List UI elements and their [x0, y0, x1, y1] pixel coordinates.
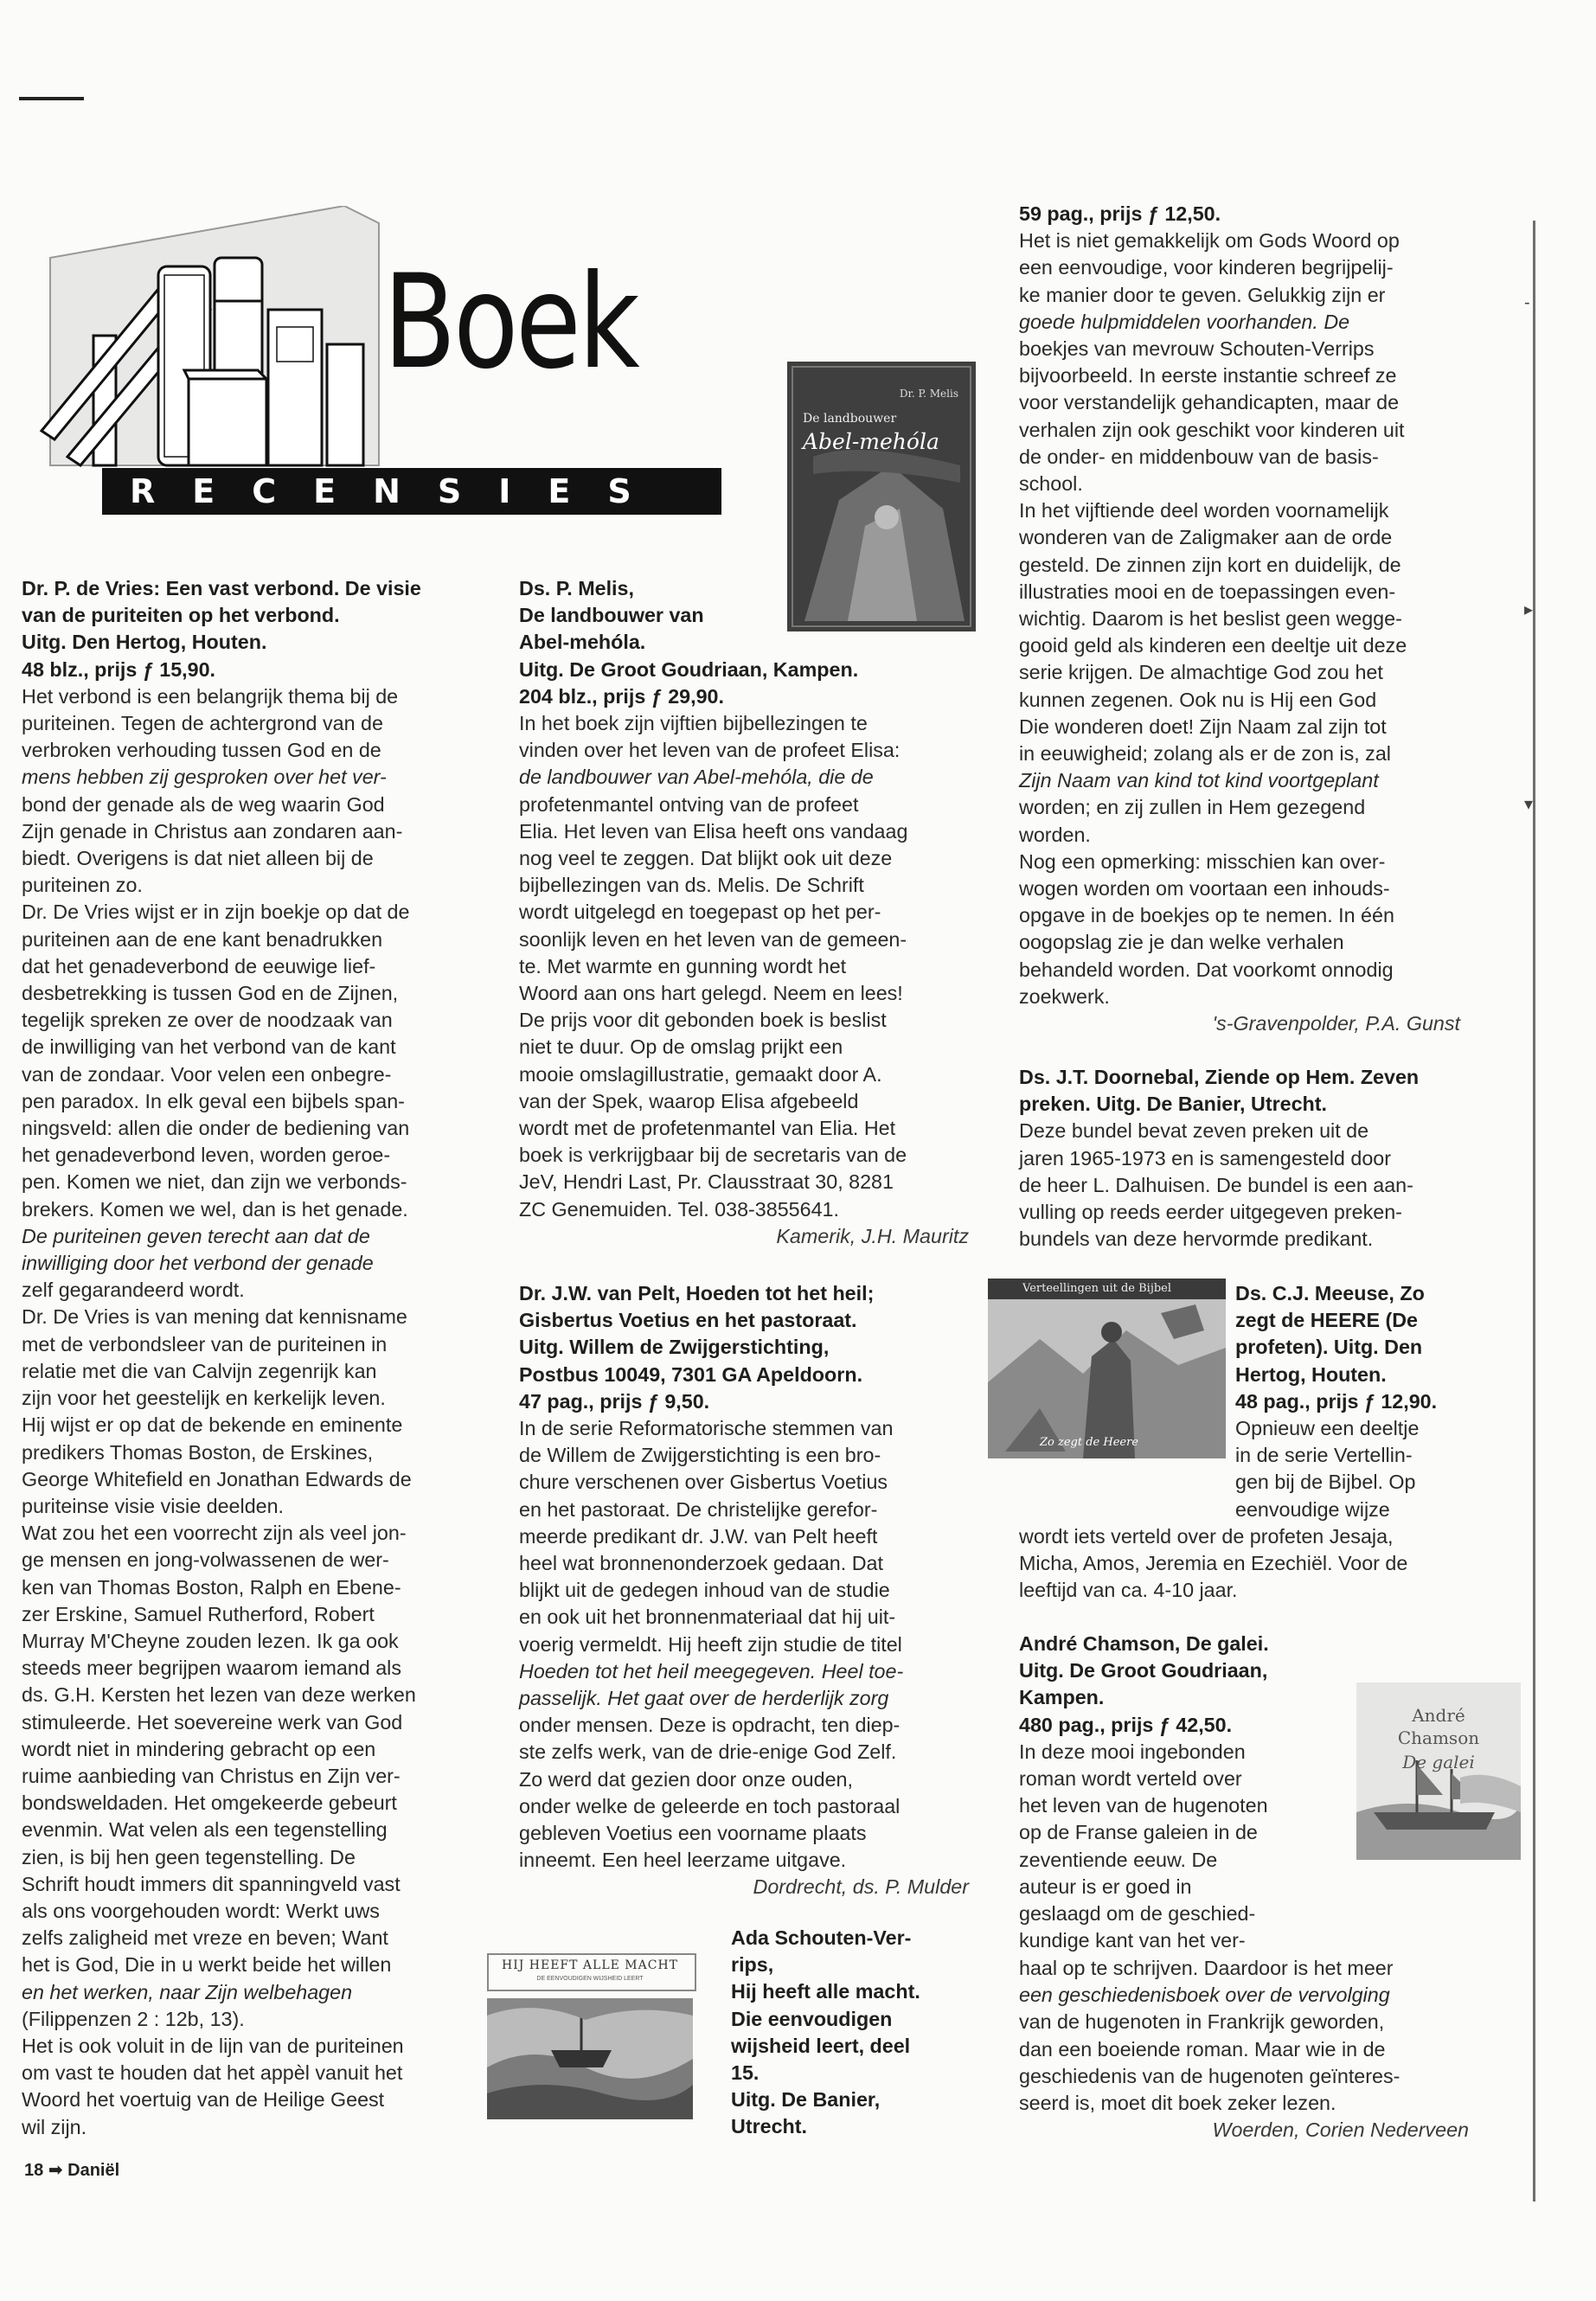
review-signature: Woerden, Corien Nederveen [1212, 2118, 1469, 2142]
body-line: geschiedenis van de hugenoten geïnteres- [1019, 2064, 1401, 2087]
body-line: voerig vermeldt. Hij heeft zijn studie de titel [519, 1632, 902, 1656]
review-heading [1235, 1280, 1486, 1415]
body-line: onder mensen. Deze is opdracht, ten diep- [519, 1714, 901, 1737]
review-heading [22, 575, 473, 683]
body-line: serie krijgen. De almachtige God zou het [1019, 661, 1383, 684]
heading-line: De landbouwer van [519, 604, 704, 627]
page-number: 18 [24, 2161, 44, 2180]
body-line: verhalen zijn ook geschikt voor kinderen uit [1019, 418, 1405, 441]
magazine-name: Daniël [67, 2161, 120, 2180]
body-line: bundels van deze hervormde predikant. [1019, 1227, 1374, 1251]
review-heading [519, 575, 969, 710]
cover-subtitle: Zo zegt de Heere [1040, 1436, 1138, 1449]
review-body [1019, 1739, 1348, 1955]
heading-line: Ds. P. Melis, [519, 577, 634, 599]
heading-line: rips, [731, 1953, 774, 1977]
review-body [1019, 1955, 1469, 2117]
body-line: de landbouwer van Abel-mehóla, die de [519, 766, 874, 789]
body-line: ruime aanbieding van Christus en Zijn ver- [22, 1764, 401, 1787]
cover-title: HIJ HEEFT ALLE MACHT [501, 1958, 679, 1972]
body-line: gebleven Voetius een voorname plaats [519, 1822, 867, 1845]
heading-line: Ada Schouten-Ver- [731, 1926, 912, 1949]
body-line: vulling op reeds eerder uitgegeven preken- [1019, 1201, 1402, 1224]
body-line: relatie met die van Calvijn zegenrijk kan [22, 1359, 377, 1382]
body-line: van de zondaar. Voor velen een onbegre- [22, 1062, 392, 1086]
heading-line: Uitg. De Banier, [731, 2088, 881, 2112]
review-doornebal [1019, 1064, 1460, 1253]
body-line: ningsveld: allen die onder de bediening van [22, 1117, 410, 1140]
heading-line: profeten). Uitg. Den [1235, 1336, 1423, 1359]
body-line: haal op te schrijven. Daardoor is het meer [1019, 1957, 1394, 1979]
heading-line: Ds. J.T. Doornebal, Ziende op Hem. Zeven [1019, 1066, 1420, 1088]
body-line: in de serie Vertellin- [1235, 1444, 1413, 1467]
body-line: desbetrekking is tussen God en de Zijnen, [22, 982, 399, 1005]
body-line: Die wonderen doet! Zijn Naam zal zijn tot [1019, 715, 1387, 738]
cover-name: Chamson [1397, 1727, 1480, 1748]
review-schouten-body [1019, 201, 1460, 1037]
heading-line: zegt de HEERE (De [1235, 1309, 1419, 1332]
body-line: bond der genade als de weg waarin God [22, 792, 385, 816]
cover-de-galei [1356, 1682, 1521, 1860]
review-heading [731, 1925, 969, 2141]
body-line: geslaagd om de geschied- [1019, 1902, 1256, 1926]
body-line: in eeuwigheid; zolang als er de zon is, zal [1019, 742, 1391, 766]
body-line: kunnen zegenen. Ook nu is Hij een God [1019, 688, 1377, 711]
body-line: behandeld worden. Dat voorkomt onnodig [1019, 958, 1394, 981]
body-line: Nog een opmerking: misschien kan over- [1019, 849, 1386, 873]
heading-line: 48 pag., prijs ƒ 12,90. [1235, 1389, 1438, 1413]
review-meeuse [1235, 1280, 1486, 1523]
body-line: Zijn Naam van kind tot kind voortgeplant [1019, 769, 1379, 792]
cover-author: André [1412, 1705, 1465, 1726]
body-line: van der Spek, waarop Elisa afgebeeld [519, 1089, 859, 1112]
cover-illustration [988, 1279, 1226, 1458]
review-body [1235, 1415, 1486, 1523]
heading-line: Abel-mehóla. [519, 631, 646, 654]
body-line: zoekwerk. [1019, 984, 1110, 1008]
body-line: puriteinen zo. [22, 874, 143, 897]
body-line: puriteinse visie visie deelden. [22, 1494, 285, 1517]
body-line: een eenvoudige, voor kinderen begrijpelij- [1019, 256, 1394, 279]
heading-line: Postbus 10049, 7301 GA Apeldoorn. [519, 1362, 863, 1386]
books-illustration [33, 206, 396, 491]
body-line: seerd is, moet dit boek zeker lezen. [1019, 2092, 1336, 2115]
body-line: heel wat bronnenonderzoek gedaan. Dat [519, 1552, 883, 1575]
page-edge-rule [1533, 221, 1535, 2202]
body-line: Hoeden tot het heil meegegeven. Heel toe- [519, 1659, 904, 1682]
body-line: ke manier door te geven. Gelukkig zijn er [1019, 283, 1386, 306]
body-line: Micha, Amos, Jeremia en Ezechiël. Voor de [1019, 1552, 1408, 1575]
body-line: leeftijd van ca. 4-10 jaar. [1019, 1579, 1238, 1602]
review-body [519, 1415, 969, 1874]
review-body [1019, 1523, 1469, 1605]
body-line: In het boek zijn vijftien bijbellezingen te [519, 712, 868, 735]
cover-hij-heeft-alle-macht [482, 1941, 698, 2149]
heading-line: preken. Uitg. De Banier, Utrecht. [1019, 1093, 1328, 1116]
body-line: zeventiende eeuw. De [1019, 1848, 1218, 1871]
cover-line1: De landbouwer [803, 412, 897, 426]
body-line: In de serie Reformatorische stemmen van [519, 1417, 894, 1440]
body-line: school. [1019, 472, 1083, 496]
body-line: wordt iets verteld over de profeten Jesaja, [1019, 1525, 1394, 1548]
review-signature: Dordrecht, ds. P. Mulder [753, 1875, 969, 1899]
heading-line: Uitg. Willem de Zwijgerstichting, [519, 1336, 830, 1359]
body-line: puriteinen aan de ene kant benadrukken [22, 927, 383, 951]
body-line: wordt uitgelegd en toegepast op het per- [519, 901, 881, 924]
body-line: puriteinen. Tegen de achtergrond van de [22, 712, 383, 735]
body-line: niet te duur. Op de omslag prijkt een [519, 1035, 843, 1059]
body-line: inwilliging door het verbond der genade [22, 1252, 374, 1275]
body-line: pen paradox. In elk geval een bijbels span- [22, 1089, 405, 1112]
body-line: Deze bundel bevat zeven preken uit de [1019, 1119, 1369, 1143]
body-line: van de hugenoten in Frankrijk geworden, [1019, 2010, 1385, 2034]
body-line: ste zelfs werk, van de drie-enige God Zelf. [519, 1740, 897, 1764]
body-line: chure verschenen over Gisbertus Voetius [519, 1471, 888, 1494]
body-line: jaren 1965-1973 en is samengesteld door [1019, 1146, 1391, 1170]
heading-line: Uitg. Den Hertog, Houten. [22, 631, 267, 654]
body-line: Hij wijst er op dat de bekende en eminente [22, 1413, 403, 1437]
review-body [22, 683, 473, 2141]
review-champson-cont [1019, 1955, 1469, 2144]
body-line: predikers Thomas Boston, de Erskines, [22, 1440, 374, 1464]
heading-line: Dr. J.W. van Pelt, Hoeden tot het heil; [519, 1282, 875, 1304]
body-line: worden. [1019, 823, 1091, 846]
body-line: JeV, Hendri Last, Pr. Clausstraat 30, 8281 [519, 1170, 894, 1194]
body-line: roman wordt verteld over [1019, 1767, 1242, 1791]
edge-mark: ▾ [1524, 795, 1534, 814]
heading-line: Kampen. [1019, 1686, 1105, 1709]
cover-title: Verteellingen uit de Bijbel [1022, 1282, 1172, 1295]
body-line: en het werken, naar Zijn welbehagen [22, 1980, 353, 2003]
body-line: gesteld. De zinnen zijn kort en duidelijk, de [1019, 553, 1401, 576]
body-line: wogen worden om voortaan een inhouds- [1019, 877, 1390, 901]
body-line: zijn voor het geestelijk en kerkelijk leven. [22, 1387, 386, 1410]
body-line: boek is verkrijgbaar bij de secretaris van de [519, 1144, 907, 1167]
body-line: voor verstandelijk gehandicapten, maar de [1019, 391, 1400, 414]
cover-author: Dr. P. Melis [899, 388, 958, 400]
review-body [1019, 1118, 1460, 1253]
body-line: oogopslag zie je dan welke verhalen [1019, 931, 1344, 954]
body-line: auteur is er goed in [1019, 1875, 1192, 1898]
body-line: (Filippenzen 2 : 12b, 13). [22, 2007, 245, 2030]
body-line: verbroken verhouding tussen God en de [22, 739, 381, 762]
body-line: Zo werd dat gezien door onze ouden, [519, 1767, 853, 1791]
body-line: mooie omslagillustratie, gemaakt door A. [519, 1062, 882, 1086]
review-schouten-heading [731, 1925, 969, 2141]
body-line: nog veel te zeggen. Dat blijkt ook uit deze [519, 847, 893, 870]
review-signature: 's-Gravenpolder, P.A. Gunst [1212, 1012, 1460, 1035]
body-line: opgave in de boekjes op te nemen. In één [1019, 904, 1394, 927]
review-heading [1019, 1631, 1348, 1739]
price-line: 59 pag., prijs ƒ 12,50. [1019, 202, 1221, 225]
body-line: profetenmantel ontving van de profeet [519, 792, 859, 816]
body-line: en het pastoraat. De christelijke gerefor- [519, 1497, 878, 1521]
body-line: kundige kant van het ver- [1019, 1929, 1246, 1952]
body-line: In het vijftiende deel worden voornamelijk [1019, 499, 1389, 522]
heading-line: Dr. P. de Vries: Een vast verbond. De visie [22, 577, 421, 599]
heading-line: Uitg. De Groot Goudriaan, Kampen. [519, 657, 859, 681]
body-line: ken van Thomas Boston, Ralph en Ebene- [22, 1575, 401, 1599]
heading-line: Ds. C.J. Meeuse, Zo [1235, 1282, 1425, 1304]
body-line: gooid geld als kinderen een deeltje uit deze [1019, 634, 1407, 657]
body-line: het leven van de hugenoten [1019, 1794, 1268, 1817]
body-line: te. Met warmte en gunning wordt het [519, 954, 847, 977]
body-line: Wat zou het een voorrecht zijn als veel jon- [22, 1522, 407, 1545]
body-line: George Whitefield en Jonathan Edwards de [22, 1467, 412, 1490]
body-line: worden; en zij zullen in Hem gezegend [1019, 796, 1366, 819]
body-line: inneemt. Een heel leerzame uitgave. [519, 1849, 847, 1872]
body-line: Schrift houdt immers dit spanningveld vast [22, 1872, 401, 1895]
body-line: eenvoudige wijze [1235, 1497, 1390, 1521]
body-line: en ook uit het bronnenmateriaal dat hij uit- [519, 1606, 896, 1629]
review-heading [519, 1280, 969, 1415]
body-line: onder welke de geleerde en toch pastoraal [519, 1794, 901, 1817]
heading-line: André Chamson, De galei. [1019, 1632, 1269, 1655]
body-line: brekers. Komen we wel, dan is het genade. [22, 1197, 408, 1221]
heading-line: van de puriteiten op het verbond. [22, 604, 340, 627]
review-champson [1019, 1631, 1348, 1954]
body-line: Murray M'Cheyne zouden lezen. Ik ga ook [22, 1629, 399, 1652]
body-line: tegelijk spreken ze over de noodzaak van [22, 1009, 393, 1032]
body-line: Het is niet gemakkelijk om Gods Woord op [1019, 229, 1400, 253]
body-line: goede hulpmiddelen voorhanden. De [1019, 310, 1350, 333]
heading-line: 204 blz., prijs ƒ 29,90. [519, 684, 724, 708]
heading-line: 47 pag., prijs ƒ 9,50. [519, 1389, 710, 1413]
heading-line: Die eenvoudigen [731, 2007, 893, 2030]
body-line: blijkt uit de gedegen inhoud van de studie [519, 1579, 890, 1602]
logo-word: Boek [383, 247, 638, 398]
review-van-pelt [519, 1280, 969, 1901]
body-line: Dr. De Vries wijst er in zijn boekje op dat de [22, 901, 410, 924]
body-line: Het is ook voluit in de lijn van de puriteinen [22, 2034, 404, 2057]
heading-line: Hertog, Houten. [1235, 1362, 1387, 1386]
cover-illustration [482, 1998, 698, 2128]
heading-line: 15. [731, 2061, 760, 2085]
body-line: om vast te houden dat het appèl vanuit het [22, 2061, 403, 2085]
body-line: wichtig. Daarom is het beslist geen wegge- [1019, 607, 1402, 631]
body-line: wonderen van de Zaligmaker aan de orde [1019, 526, 1393, 549]
heading-line: 480 pag., prijs ƒ 42,50. [1019, 1713, 1233, 1736]
body-line: het genadeverbond leven, worden geroe- [22, 1144, 391, 1167]
body-line: meerde predikant dr. J.W. van Pelt heeft [519, 1524, 878, 1548]
body-line: mens hebben zij gesproken over het ver- [22, 766, 387, 789]
body-line: de onder- en middenbouw van de basis- [1019, 445, 1379, 468]
body-line: wordt niet in mindering gebracht op een [22, 1737, 376, 1760]
body-line: dan een boeiende roman. Maar wie in de [1019, 2037, 1386, 2061]
heading-line: Hij heeft alle macht. [731, 1980, 920, 2003]
body-line: vinden over het leven van de profeet Elisa: [519, 739, 901, 762]
body-line: de heer L. Dalhuisen. De bundel is een aan- [1019, 1173, 1413, 1196]
body-line: Woord het voertuig van de Heilige Geest [22, 2088, 385, 2112]
body-line: ge mensen en jong-volwassenen de wer- [22, 1548, 389, 1572]
body-line: het is God, Die in u werkt beide het willen [22, 1953, 392, 1977]
body-line: zelfs zaligheid met vreze en beven; Want [22, 1926, 388, 1950]
body-line: als ons voorgehouden wordt: Werkt uws [22, 1899, 380, 1922]
heading-line: Utrecht. [731, 2115, 808, 2138]
body-line: passelijk. Het gaat over de herderlijk zorg [519, 1687, 889, 1710]
heading-line: Gisbertus Voetius en het pastoraat. [519, 1309, 857, 1332]
body-line: Zijn genade in Christus aan zondaren aan- [22, 819, 403, 843]
body-line: Woord aan ons hart gelegd. Neem en lees! [519, 982, 903, 1005]
boek-recensies-logo [33, 206, 708, 522]
body-line: soonlijk leven en het leven van de gemeen- [519, 927, 907, 951]
cover-line2: Abel-mehóla [803, 429, 939, 454]
body-line: boekjes van mevrouw Schouten-Verrips [1019, 337, 1375, 361]
body-line: zer Erskine, Samuel Rutherford, Robert [22, 1602, 375, 1625]
body-line: Elia. Het leven van Elisa heeft ons vandaag [519, 819, 908, 843]
body-line: stimuleerde. Het soevereine werk van God [22, 1710, 403, 1734]
review-de-vries [22, 575, 473, 2141]
cover-title: De galei [1402, 1752, 1475, 1772]
body-line: In deze mooi ingebonden [1019, 1740, 1246, 1763]
heading-line: Uitg. De Groot Goudriaan, [1019, 1659, 1268, 1682]
body-line: wil zijn. [22, 2115, 87, 2138]
review-body [519, 710, 969, 1223]
banner-text: RECENSIES [130, 472, 669, 510]
body-line: de inwilliging van het verbond van de kant [22, 1035, 396, 1059]
heading-line: 48 blz., prijs ƒ 15,90. [22, 657, 216, 681]
body-line: Opnieuw een deeltje [1235, 1417, 1420, 1440]
review-body [1019, 228, 1460, 1010]
cover-small: DE EENVOUDIGEN WIJSHEID LEERT [536, 1976, 644, 1982]
body-line: met de verbondsleer van de puriteinen in [22, 1332, 388, 1356]
body-line: zelf gegarandeerd wordt. [22, 1279, 245, 1302]
body-line: bondsweldaden. Het omgekeerde gebeurt [22, 1791, 397, 1815]
edge-mark: - [1524, 293, 1530, 312]
body-line: bijbellezingen van ds. Melis. De Schrift [519, 874, 864, 897]
body-line: pen. Komen we niet, dan zijn we verbonds- [22, 1170, 407, 1194]
body-line: wordt met de profetenmantel van Elia. Het [519, 1117, 896, 1140]
body-line: een geschiedenisboek over de vervolging [1019, 1984, 1390, 2007]
body-line: evenmin. Wat velen als een tegenstelling [22, 1818, 388, 1842]
body-line: zien, is bij hen geen tegenstelling. De [22, 1845, 356, 1868]
review-meeuse-cont [1019, 1523, 1469, 1605]
body-line: bijvoorbeeld. In eerste instantie schreef ze [1019, 364, 1397, 388]
top-rule [19, 97, 84, 100]
body-line: ZC Genemuiden. Tel. 038-3855641. [519, 1197, 839, 1221]
review-signature: Kamerik, J.H. Mauritz [776, 1224, 969, 1247]
body-line: Dr. De Vries is van mening dat kennisname [22, 1305, 407, 1329]
body-line: biedt. Overigens is dat niet alleen bij de [22, 847, 374, 870]
body-line: illustraties mooi en de toepassingen even- [1019, 580, 1396, 603]
body-line: Het verbond is een belangrijk thema bij de [22, 684, 399, 708]
body-line: steeds meer begrijpen waarom iemand als [22, 1657, 401, 1680]
review-heading [1019, 1064, 1460, 1118]
heading-line: wijsheid leert, deel [731, 2034, 911, 2057]
arrow-icon: ➡ [48, 2161, 63, 2180]
logo-banner [102, 468, 721, 515]
review-melis [519, 575, 969, 1250]
body-line: dat het genadeverbond de eeuwige lief- [22, 954, 376, 977]
page-footer [24, 2159, 119, 2181]
body-line: gen bij de Bijbel. Op [1235, 1471, 1416, 1494]
body-line: op de Franse galeien in de [1019, 1821, 1258, 1844]
cover-zo-zegt-de-heere [988, 1279, 1226, 1458]
body-line: De prijs voor dit gebonden boek is beslist [519, 1009, 887, 1032]
body-line: ds. G.H. Kersten het lezen van deze werken [22, 1683, 416, 1707]
body-line: de Willem de Zwijgerstichting is een bro- [519, 1444, 881, 1467]
body-line: De puriteinen geven terecht aan dat de [22, 1224, 370, 1247]
edge-mark: ▸ [1524, 600, 1534, 619]
